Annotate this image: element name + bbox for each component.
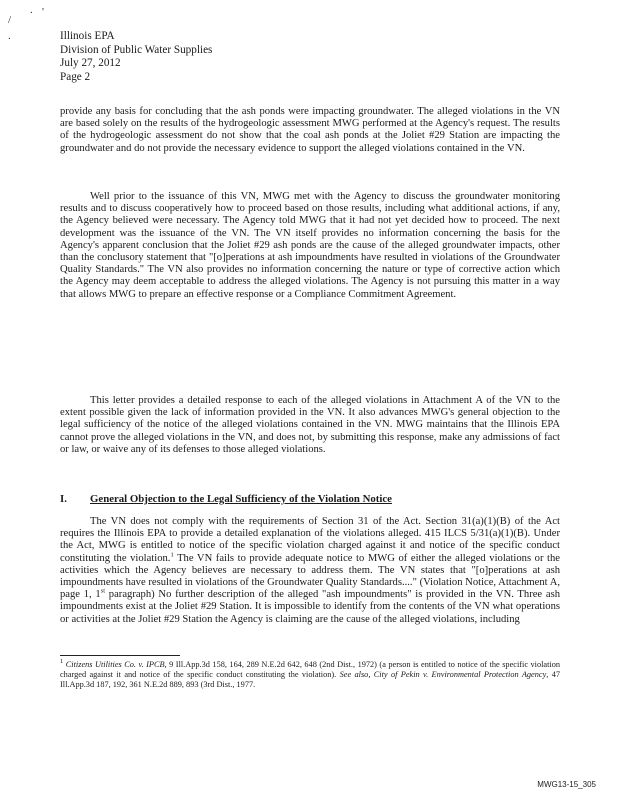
paragraph-continuation: provide any basis for concluding that the ash ponds were impacting groundwater. The alleged violations in the VN are based solely on the results of the hydrogeologic assessment MWG performed at the Agency's request. The results of the hydrogeologic assessment do not show that the coal ash ponds at the Joliet #29 Station are impacting the groundwater and do not provide the necessary evidence to support the alleged violations contained in the VN. xyxy=(60,106,560,154)
footnote xyxy=(60,660,560,690)
header-date: July 27, 2012 xyxy=(60,57,121,70)
scan-mark: / xyxy=(8,14,12,26)
scan-mark: . xyxy=(8,30,11,42)
scan-mark: ' xyxy=(42,6,44,18)
footnote-text-2: , 47 Ill.App.3d 187, 192, 361 N.E.2d 889, 893 (3rd Dist., 1977. xyxy=(60,670,561,689)
footnote-text-1: , 9 Ill.App.3d 158, 164, 289 N.E.2d 642, 648 (2nd Dist., 1972) (a person is entitled to notice of the specific violation charged against it and notice of the specific conduct constituting the violation). xyxy=(60,660,561,679)
header-recipient: Illinois EPA xyxy=(60,30,115,42)
header-page-number: Page 2 xyxy=(60,70,91,83)
section-heading xyxy=(60,493,392,505)
letter-header xyxy=(60,30,212,84)
paragraph-prior-meeting: Well prior to the issuance of this VN, MWG met with the Agency to discuss the groundwater monitoring results and to discuss cooperatively how to proceed based on those results, including what additional actions, if any, the Agency believed were necessary. The Agency told MWG that it had not yet decided how to proceed. The next development was the issuance of the VN. The VN itself provides no information concerning the basis for the Agency's apparent conclusion that the Joliet #29 ash ponds are the cause of the alleged groundwater impacts, other than the conclusory statement that "[o]perations at ash impoundments have resulted in violations of the Groundwater Quality Standards." The VN also provides no information concerning the nature or type of corrective action which the Agency may deem acceptable to address the alleged violations. The Agency is not pursuing this matter in a way that allows MWG to prepare an effective response or a Compliance Commitment Agreement. xyxy=(60,191,560,300)
header-division: Division of Public Water Supplies xyxy=(60,43,213,56)
footnote-see-also: See also, City of Pekin v. Environmental Protection Agency xyxy=(339,670,547,679)
footnote-reference: 1 xyxy=(170,551,174,559)
objection-text-part1: The VN does not comply with the requirements of Section 31 of the Act. Section 31(a)(1)(B) of the Act requires the Illinois EPA to provide a detailed explanation of the violations alleged. 415 ILCS 5/31(a)(1)(B). Under the Act, MWG is entitled to notice of the specific violation charged against it and notice of the specific conduct constituting the violation. xyxy=(60,516,560,564)
footnote-marker: 1 xyxy=(60,658,64,666)
section-number: I. xyxy=(60,493,67,505)
footnote-case-citation: Citizens Utilities Co. v. IPCB xyxy=(65,660,165,669)
objection-text-part2: The VN fails to provide adequate notice to MWG of either the alleged violations or the activities which the Agency believes are necessary to address them. The VN states that "[o]perations at ash impoundments have resulted in violations of the Groundwater Quality Standards...." (Violation Notice, Attachment A, page 1, 1 xyxy=(60,552,560,601)
paragraph-general-objection xyxy=(60,516,560,626)
bates-stamp: MWG13-15_305 xyxy=(537,780,596,789)
section-title: General Objection to the Legal Sufficiency of the Violation Notice xyxy=(90,493,392,505)
objection-text-part3: paragraph) No further description of the alleged "ash impoundments" is provided in the VN. Three ash impoundments exist at the Joliet #29 Station. It is impossible to identify from the contents of the VN what operations or activities at the Joliet #29 Station the Agency is claiming are the cause of the alleged violations, including xyxy=(60,589,560,625)
scan-mark: . xyxy=(30,4,33,16)
footnote-divider xyxy=(60,655,180,656)
ordinal-superscript: st xyxy=(100,587,106,595)
paragraph-letter-purpose: This letter provides a detailed response to each of the alleged violations in Attachment A of the VN to the extent possible given the lack of information provided in the VN. It also advances MWG's general objection to the legal sufficiency of the notice of the alleged violations contained in the VN. MWG maintains that the Illinois EPA cannot prove the alleged violations in the VN, and does not, by submitting this response, make any admissions of fact or law, or waive any of its defenses to those alleged violations. xyxy=(60,395,560,455)
